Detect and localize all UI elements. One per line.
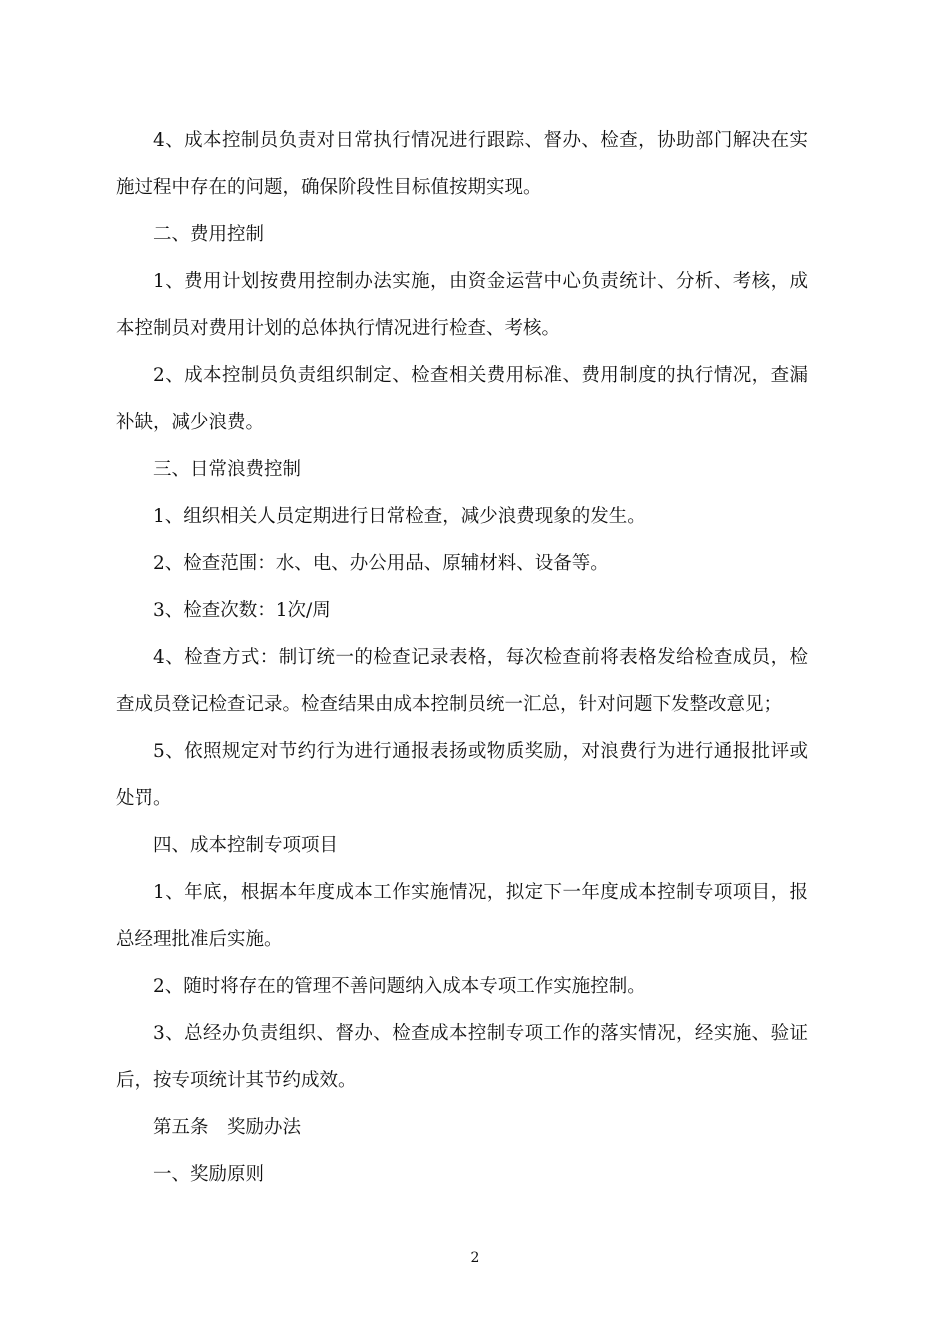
document-body — [116, 117, 808, 1198]
paragraph: 1、费用计划按费用控制办法实施，由资金运营中心负责统计、分析、考核，成本控制员对费用计划的总体执行情况进行检查、考核。 — [116, 271, 808, 339]
section-heading: 三、日常浪费控制 — [153, 459, 302, 480]
paragraph: 1、年底，根据本年度成本工作实施情况，拟定下一年度成本控制专项项目，报总经理批准后实施。 — [116, 882, 808, 950]
paragraph: 1、组织相关人员定期进行日常检查，减少浪费现象的发生。 — [153, 506, 646, 527]
section-heading: 一、奖励原则 — [153, 1164, 265, 1185]
article-heading: 第五条 奖励办法 — [153, 1117, 302, 1138]
paragraph: 5、依照规定对节约行为进行通报表扬或物质奖励，对浪费行为进行通报批评或处罚。 — [116, 741, 808, 809]
paragraph: 4、成本控制员负责对日常执行情况进行跟踪、督办、检查，协助部门解决在实施过程中存在的问题，确保阶段性目标值按期实现。 — [116, 130, 808, 198]
page-number: 2 — [470, 1250, 480, 1266]
paragraph: 3、总经办负责组织、督办、检查成本控制专项工作的落实情况，经实施、验证后，按专项统计其节约成效。 — [116, 1023, 808, 1091]
section-heading: 二、费用控制 — [153, 224, 265, 245]
paragraph: 2、随时将存在的管理不善问题纳入成本专项工作实施控制。 — [153, 976, 646, 997]
paragraph: 3、检查次数：1次/周 — [153, 600, 331, 621]
section-heading: 四、成本控制专项项目 — [153, 835, 339, 856]
paragraph: 4、检查方式：制订统一的检查记录表格，每次检查前将表格发给检查成员，检查成员登记检查记录。检查结果由成本控制员统一汇总，针对问题下发整改意见； — [116, 647, 808, 715]
paragraph: 2、成本控制员负责组织制定、检查相关费用标准、费用制度的执行情况，查漏补缺，减少浪费。 — [116, 365, 808, 433]
paragraph: 2、检查范围：水、电、办公用品、原辅材料、设备等。 — [153, 553, 609, 574]
